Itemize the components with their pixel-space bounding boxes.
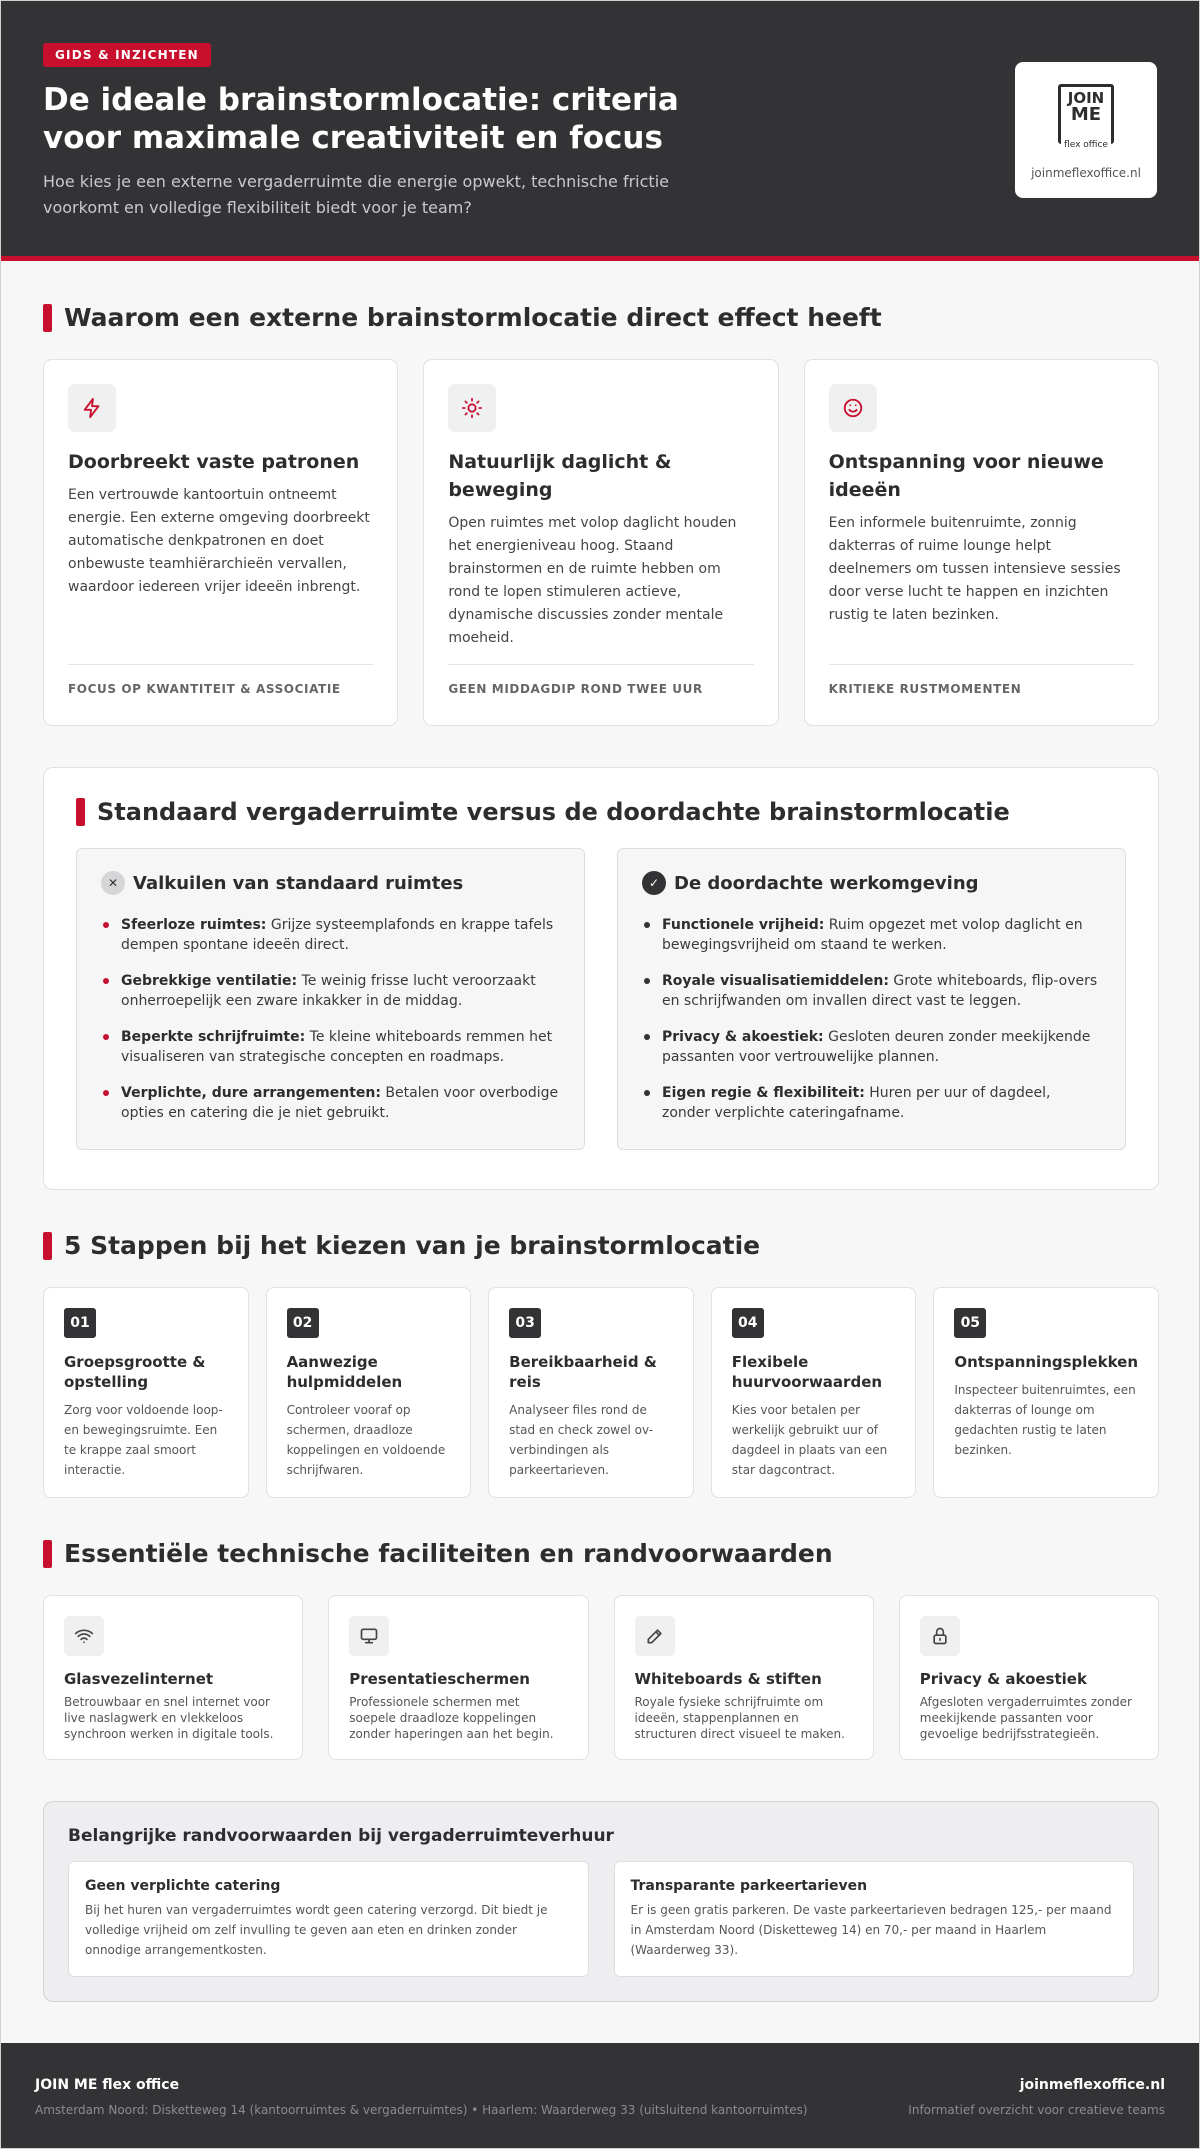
facility-title: Glasvezelinternet: [64, 1670, 214, 1688]
smiley-icon: [829, 384, 877, 432]
step-number: 03: [509, 1308, 541, 1338]
step-cards: [43, 1287, 1159, 1498]
step-text: Zorg voor voldoende loop- en bewegingsruimte. Een te krappe zaal smoort interactie.: [64, 1403, 223, 1477]
category-tag: GIDS & INZICHTEN: [43, 43, 211, 67]
benefit-card: [43, 359, 398, 726]
section-title-why: Waarom een externe brainstormlocatie direct effect heeft: [43, 303, 882, 332]
list-item: Verplichte, dure arrangementen: Betalen voor overbodige opties en catering die je niet gebruikt.: [101, 1083, 560, 1123]
step-card: [711, 1287, 917, 1498]
step-number: 05: [954, 1308, 986, 1338]
footer-note: Informatief overzicht voor creatieve teams: [908, 2103, 1165, 2117]
benefit-title: Natuurlijk daglicht & beweging: [448, 451, 672, 501]
conditions-panel: [43, 1801, 1159, 2002]
list-item: Sfeerloze ruimtes: Grijze systeemplafonds en krappe tafels dempen spontane ideeën direct.: [101, 915, 560, 955]
facility-card: [43, 1595, 303, 1760]
header: [1, 1, 1199, 261]
title-accent-bar: [43, 1232, 52, 1260]
facility-text: Betrouwbaar en snel internet voor live naslagwerk en vlekkeloos synchroon werken in digitale tools.: [64, 1695, 274, 1741]
conditions-title: Belangrijke randvoorwaarden bij vergaderruimteverhuur: [68, 1826, 614, 1846]
title-accent-bar: [43, 304, 52, 332]
condition-text: Er is geen gratis parkeren. De vaste parkeertarieven bedragen 125,- per maand in Amsterdam Noord (Disketteweg 14) en 70,- per maand in Haarlem (Waarderweg 33).: [630, 1903, 1112, 1957]
step-title: Groepsgrootte & opstelling: [64, 1353, 206, 1391]
step-title: Bereikbaarheid & reis: [509, 1353, 657, 1391]
pitfalls-column: [76, 848, 585, 1150]
footer-brand: JOIN ME flex office: [35, 2077, 180, 2093]
facility-text: Royale fysieke schrijfruimte om ideeën, stappenplannen en structuren direct visueel te maken.: [634, 1695, 845, 1741]
logo-card[interactable]: [1015, 62, 1157, 198]
wifi-icon: [64, 1616, 104, 1656]
step-number: 04: [732, 1308, 764, 1338]
benefit-footer: GEEN MIDDAGDIP ROND TWEE UUR: [448, 664, 753, 696]
benefit-footer: KRITIEKE RUSTMOMENTEN: [829, 664, 1134, 696]
check-icon: ✓: [642, 871, 666, 895]
title-accent-bar: [76, 798, 85, 826]
condition-card: [68, 1861, 589, 1977]
monitor-icon: [349, 1616, 389, 1656]
step-title: Ontspanningsplekken: [954, 1353, 1138, 1371]
facility-card: [328, 1595, 588, 1760]
benefit-cards: [43, 359, 1159, 726]
section-title-steps: 5 Stappen bij het kiezen van je brainstormlocatie: [43, 1231, 760, 1260]
benefit-text: Een vertrouwde kantoortuin ontneemt energie. Een externe omgeving doorbreekt automatische denkpatronen en doet onbewuste teamhiërarchieën vervallen, waardoor iedereen vrijer ideeën inbrengt.: [68, 487, 370, 595]
facility-title: Whiteboards & stiften: [634, 1670, 822, 1688]
step-text: Analyseer files rond de stad en check zowel ov-verbindingen als parkeertarieven.: [509, 1403, 654, 1477]
pencil-icon: [635, 1616, 675, 1656]
step-card: [488, 1287, 694, 1498]
list-item: Privacy & akoestiek: Gesloten deuren zonder meekijkende passanten voor vertrouwelijke plannen.: [642, 1027, 1101, 1067]
facility-card: [614, 1595, 874, 1760]
pitfalls-heading: ✕ Valkuilen van standaard ruimtes: [101, 871, 560, 895]
footer-domain-link[interactable]: joinmeflexoffice.nl: [1019, 2077, 1165, 2093]
list-item: Royale visualisatiemiddelen: Grote whiteboards, flip-overs en schrijfwanden om invallen direct vast te leggen.: [642, 971, 1101, 1011]
logo-domain: joinmeflexoffice.nl: [1031, 166, 1141, 180]
step-card: [43, 1287, 249, 1498]
benefit-footer: FOCUS OP KWANTITEIT & ASSOCIATIE: [68, 664, 373, 696]
workspace-column: [617, 848, 1126, 1150]
step-text: Kies voor betalen per werkelijk gebruikt uur of dagdeel in plaats van een star dagcontract.: [731, 1403, 888, 1477]
facility-cards: [43, 1595, 1159, 1760]
facility-text: Afgesloten vergaderruimtes zonder meekijkende passanten voor gevoelige bedrijfsstrategieën.: [919, 1695, 1132, 1741]
brand-logo: JOIN ME flex office: [1058, 84, 1114, 144]
condition-title: Geen verplichte catering: [85, 1878, 281, 1894]
x-icon: ✕: [101, 871, 125, 895]
step-text: Controleer vooraf op schermen, draadloze koppelingen en voldoende schrijfwaren.: [286, 1403, 446, 1477]
list-item: Gebrekkige ventilatie: Te weinig frisse lucht veroorzaakt onherroepelijk een zware inkakker in de middag.: [101, 971, 560, 1011]
footer: [1, 2043, 1199, 2149]
step-number: 01: [64, 1308, 96, 1338]
condition-card: [614, 1861, 1135, 1977]
benefit-card: [423, 359, 778, 726]
sun-icon: [448, 384, 496, 432]
footer-address: Amsterdam Noord: Disketteweg 14 (kantoorruimtes & vergaderruimtes) • Haarlem: Waarderweg 33 (uitsluitend kantoorruimtes): [35, 2103, 808, 2117]
facility-card: [899, 1595, 1159, 1760]
page-title: De ideale brainstormlocatie: criteria voor maximale creativiteit en focus: [43, 82, 679, 156]
page-subtitle: Hoe kies je een externe vergaderruimte die energie opwekt, technische frictie voorkomt en volledige flexibiliteit biedt voor je team?: [43, 172, 669, 217]
lock-icon: [920, 1616, 960, 1656]
step-number: 02: [287, 1308, 319, 1338]
benefit-text: Open ruimtes met volop daglicht houden het energieniveau hoog. Staand brainstormen en de ruimte hebben om rond te lopen stimuleren actieve, dynamische discussies zonder mentale moeheid.: [448, 515, 737, 646]
facility-title: Privacy & akoestiek: [919, 1670, 1087, 1688]
benefit-title: Ontspanning voor nieuwe ideeën: [828, 451, 1104, 501]
facility-title: Presentatieschermen: [349, 1670, 530, 1688]
section-title-compare: Standaard vergaderruimte versus de doordachte brainstormlocatie: [76, 798, 1126, 826]
step-card: [933, 1287, 1159, 1498]
workspace-heading: ✓ De doordachte werkomgeving: [642, 871, 1101, 895]
comparison-panel: [43, 767, 1159, 1190]
benefit-title: Doorbreekt vaste patronen: [68, 451, 360, 473]
title-accent-bar: [43, 1540, 52, 1568]
step-title: Aanwezige hulpmiddelen: [286, 1353, 403, 1391]
benefit-text: Een informele buitenruimte, zonnig dakterras of ruime lounge helpt deelnemers om tussen intensieve sessies door verse lucht te happen en inzichten rustig te laten bezinken.: [828, 515, 1121, 623]
step-title: Flexibele huurvoorwaarden: [731, 1353, 883, 1391]
condition-text: Bij het huren van vergaderruimtes wordt geen catering verzorgd. Dit biedt je volledige vrijheid om zelf invulling te geven aan eten en drinken zonder onnodige arrangementkosten.: [85, 1903, 548, 1957]
list-item: Eigen regie & flexibiliteit: Huren per uur of dagdeel, zonder verplichte cateringafname.: [642, 1083, 1101, 1123]
benefit-card: [804, 359, 1159, 726]
step-text: Inspecteer buitenruimtes, een dakterras of lounge om gedachten rustig te laten bezinken.: [954, 1383, 1136, 1457]
lightning-icon: [68, 384, 116, 432]
step-card: [266, 1287, 472, 1498]
condition-title: Transparante parkeertarieven: [630, 1878, 868, 1894]
list-item: Functionele vrijheid: Ruim opgezet met volop daglicht en bewegingsvrijheid om staand te werken.: [642, 915, 1101, 955]
section-title-facilities: Essentiële technische faciliteiten en randvoorwaarden: [43, 1539, 833, 1568]
list-item: Beperkte schrijfruimte: Te kleine whiteboards remmen het visualiseren van strategische concepten en roadmaps.: [101, 1027, 560, 1067]
facility-text: Professionele schermen met soepele draadloze koppelingen zonder haperingen aan het begin.: [349, 1695, 554, 1741]
